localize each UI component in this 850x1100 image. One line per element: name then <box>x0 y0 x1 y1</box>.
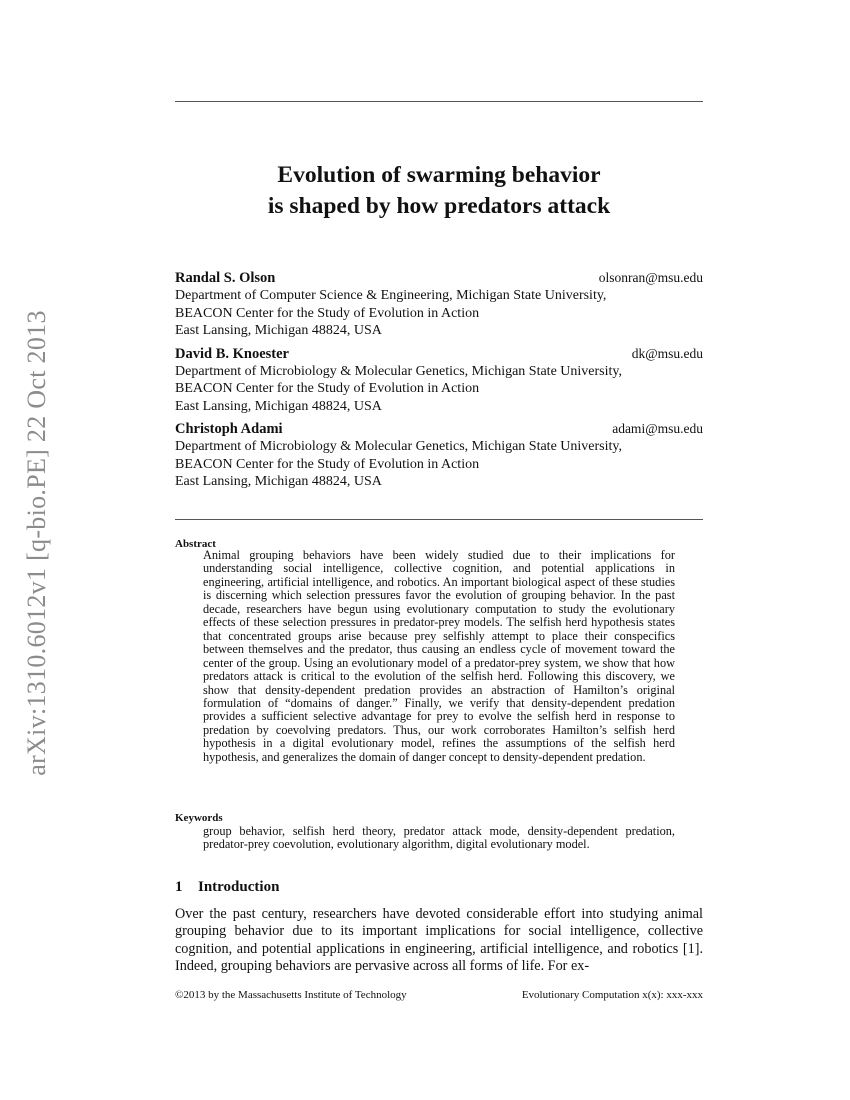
abstract-text: Animal grouping behaviors have been widely studied due to their implications for understanding social intelligence, collective cognition, and potential applications in engineering, artificial intelligence, and robotics. An important biological aspect of these studies is discerning which selection pressures favor the evolution of grouping behavior. In the past decade, researchers have begun using evolutionary computation to study the evolutionary effects of these selection pressures in predator-prey models. The selfish herd hypothesis states that concentrated groups arise because prey selfishly attempt to place their conspecifics between themselves and the predator, thus causing an endless cycle of movement toward the center of the group. Using an evolutionary model of a predator-prey system, we show that how predators attack is critical to the evolution of the selfish herd. Following this discovery, we show that density-dependent predation provides an abstraction of Hamilton’s original formulation of “domains of danger.” Finally, we verify that density-dependent predation provides a sufficient selective advantage for prey to evolve the selfish herd in response to predation by coevolving predators. Thus, our work corroborates Hamilton’s selfish herd hypothesis in a digital evolutionary model, refines the assumptions of the selfish herd hypothesis, and generalizes the domain of danger concept to density-dependent predation. <box>203 548 675 764</box>
journal-reference: Evolutionary Computation x(x): xxx-xxx <box>521 989 703 1001</box>
copyright-icon: © <box>175 989 184 1001</box>
affiliation-line: Department of Microbiology & Molecular Genetics, Michigan State University, <box>175 439 622 454</box>
title-line-2: is shaped by how predators attack <box>267 193 611 219</box>
author-email: dk@msu.edu <box>631 345 703 361</box>
arxiv-stamp-text: arXiv:1310.6012v1 [q-bio.PE] 22 Oct 2013 <box>22 310 51 776</box>
affiliation-line: BEACON Center for the Study of Evolution in Action <box>175 305 480 321</box>
affiliation-line: East Lansing, Michigan 48824, USA <box>175 323 382 338</box>
copyright-text: 2013 by the Massachusetts Institute of Technology <box>183 989 407 1001</box>
author-block <box>175 345 703 416</box>
section-rule <box>175 519 703 520</box>
author-name: Christoph Adami <box>175 421 283 437</box>
title-line-1: Evolution of swarming behavior <box>277 162 601 188</box>
author-list <box>175 269 703 496</box>
affiliation-line: East Lansing, Michigan 48824, USA <box>175 398 382 414</box>
section-title: Introduction <box>198 879 280 895</box>
top-rule <box>175 101 703 102</box>
author-name: Randal S. Olson <box>175 270 276 286</box>
section-heading-introduction <box>175 879 279 896</box>
author-name: David B. Knoester <box>175 345 289 362</box>
paper-title <box>175 160 703 222</box>
section-number: 1 <box>175 879 183 895</box>
keywords-text: group behavior, selfish herd theory, predator attack mode, density-dependent predation, predator-prey coevolution, evolutionary algorithm, digital evolutionary model. <box>203 824 675 852</box>
introduction-text: Over the past century, researchers have devoted considerable effort into studying animal grouping behavior due to its important implications for social intelligence, collective cognition, and potential applications in engineering, artificial intelligence, and robotics [1]. Indeed, grouping behaviors are pervasive across all forms of life. For ex- <box>175 906 703 975</box>
author-block <box>175 269 703 340</box>
keywords-heading: Keywords <box>175 812 223 824</box>
author-email: adami@msu.edu <box>612 421 703 436</box>
author-block <box>175 420 703 491</box>
affiliation-line: Department of Computer Science & Engineering, Michigan State University, <box>175 288 607 303</box>
affiliation-line: East Lansing, Michigan 48824, USA <box>175 474 382 489</box>
affiliation-line: BEACON Center for the Study of Evolution in Action <box>175 456 480 472</box>
author-email: olsonran@msu.edu <box>598 270 703 285</box>
abstract-heading: Abstract <box>175 538 216 550</box>
affiliation-line: BEACON Center for the Study of Evolution in Action <box>175 381 480 396</box>
copyright-notice <box>175 989 407 1001</box>
affiliation-line: Department of Microbiology & Molecular Genetics, Michigan State University, <box>175 363 622 379</box>
